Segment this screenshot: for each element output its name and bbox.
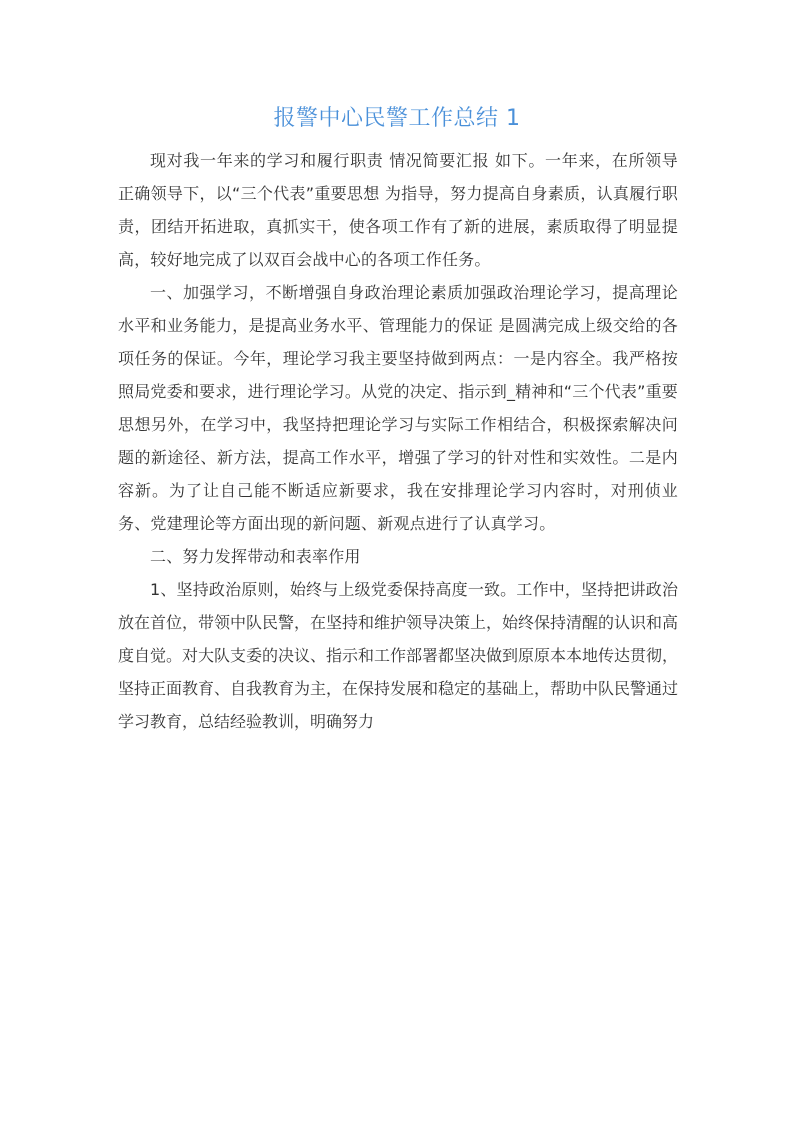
paragraph-heading-role-model: 二、努力发挥带动和表率作用 <box>150 547 361 566</box>
paragraph-political-principle: 1、坚持政治原则，始终与上级党委保持高度一致。工作中，坚持把讲政治放在首位，带领中队民警，在坚持和维护领导决策上，始终保持清醒的认识和高度自觉。对大队支委的决议、指示和工作部署都坚决做到原原本本地传达贯彻，坚持正面教育、自我教育为主，在保持发展和稳定的基础上，帮助中队民警通过学习教育，总结经验教训，明确努力 <box>118 580 679 731</box>
paragraph-intro: 现对我一年来的学习和履行职责 情况简要汇报 如下。一年来，在所领导正确领导下，以“三个代表”重要思想 为指导，努力提高自身素质，认真履行职责，团结开拓进取，真抓实干，使各项工作有了新的进展，素质取得了明显提高，较好地完成了以双百会战中心的各项工作任务。 <box>118 151 678 269</box>
document-body <box>118 144 678 738</box>
document-title: 报警中心民警工作总结 1 <box>273 106 521 131</box>
paragraph-study: 一、加强学习，不断增强自身政治理论素质加强政治理论学习，提高理论水平和业务能力，是提高业务水平、管理能力的保证 是圆满完成上级交给的各项任务的保证。今年，理论学习我主要坚持做到两点：一是内容全。我严格按照局党委和要求，进行理论学习。从党的决定、指示到_精神和“三个代表”重要思想另外，在学习中，我坚持把理论学习与实际工作相结合，积极探索解决问题的新途径、新方法，提高工作水平，增强了学习的针对性和实效性。二是内容新。为了让自己能不断适应新要求，我在安排理论学习内容时，对刑侦业务、党建理论等方面出现的新问题、新观点进行了认真学习。 <box>118 283 678 533</box>
